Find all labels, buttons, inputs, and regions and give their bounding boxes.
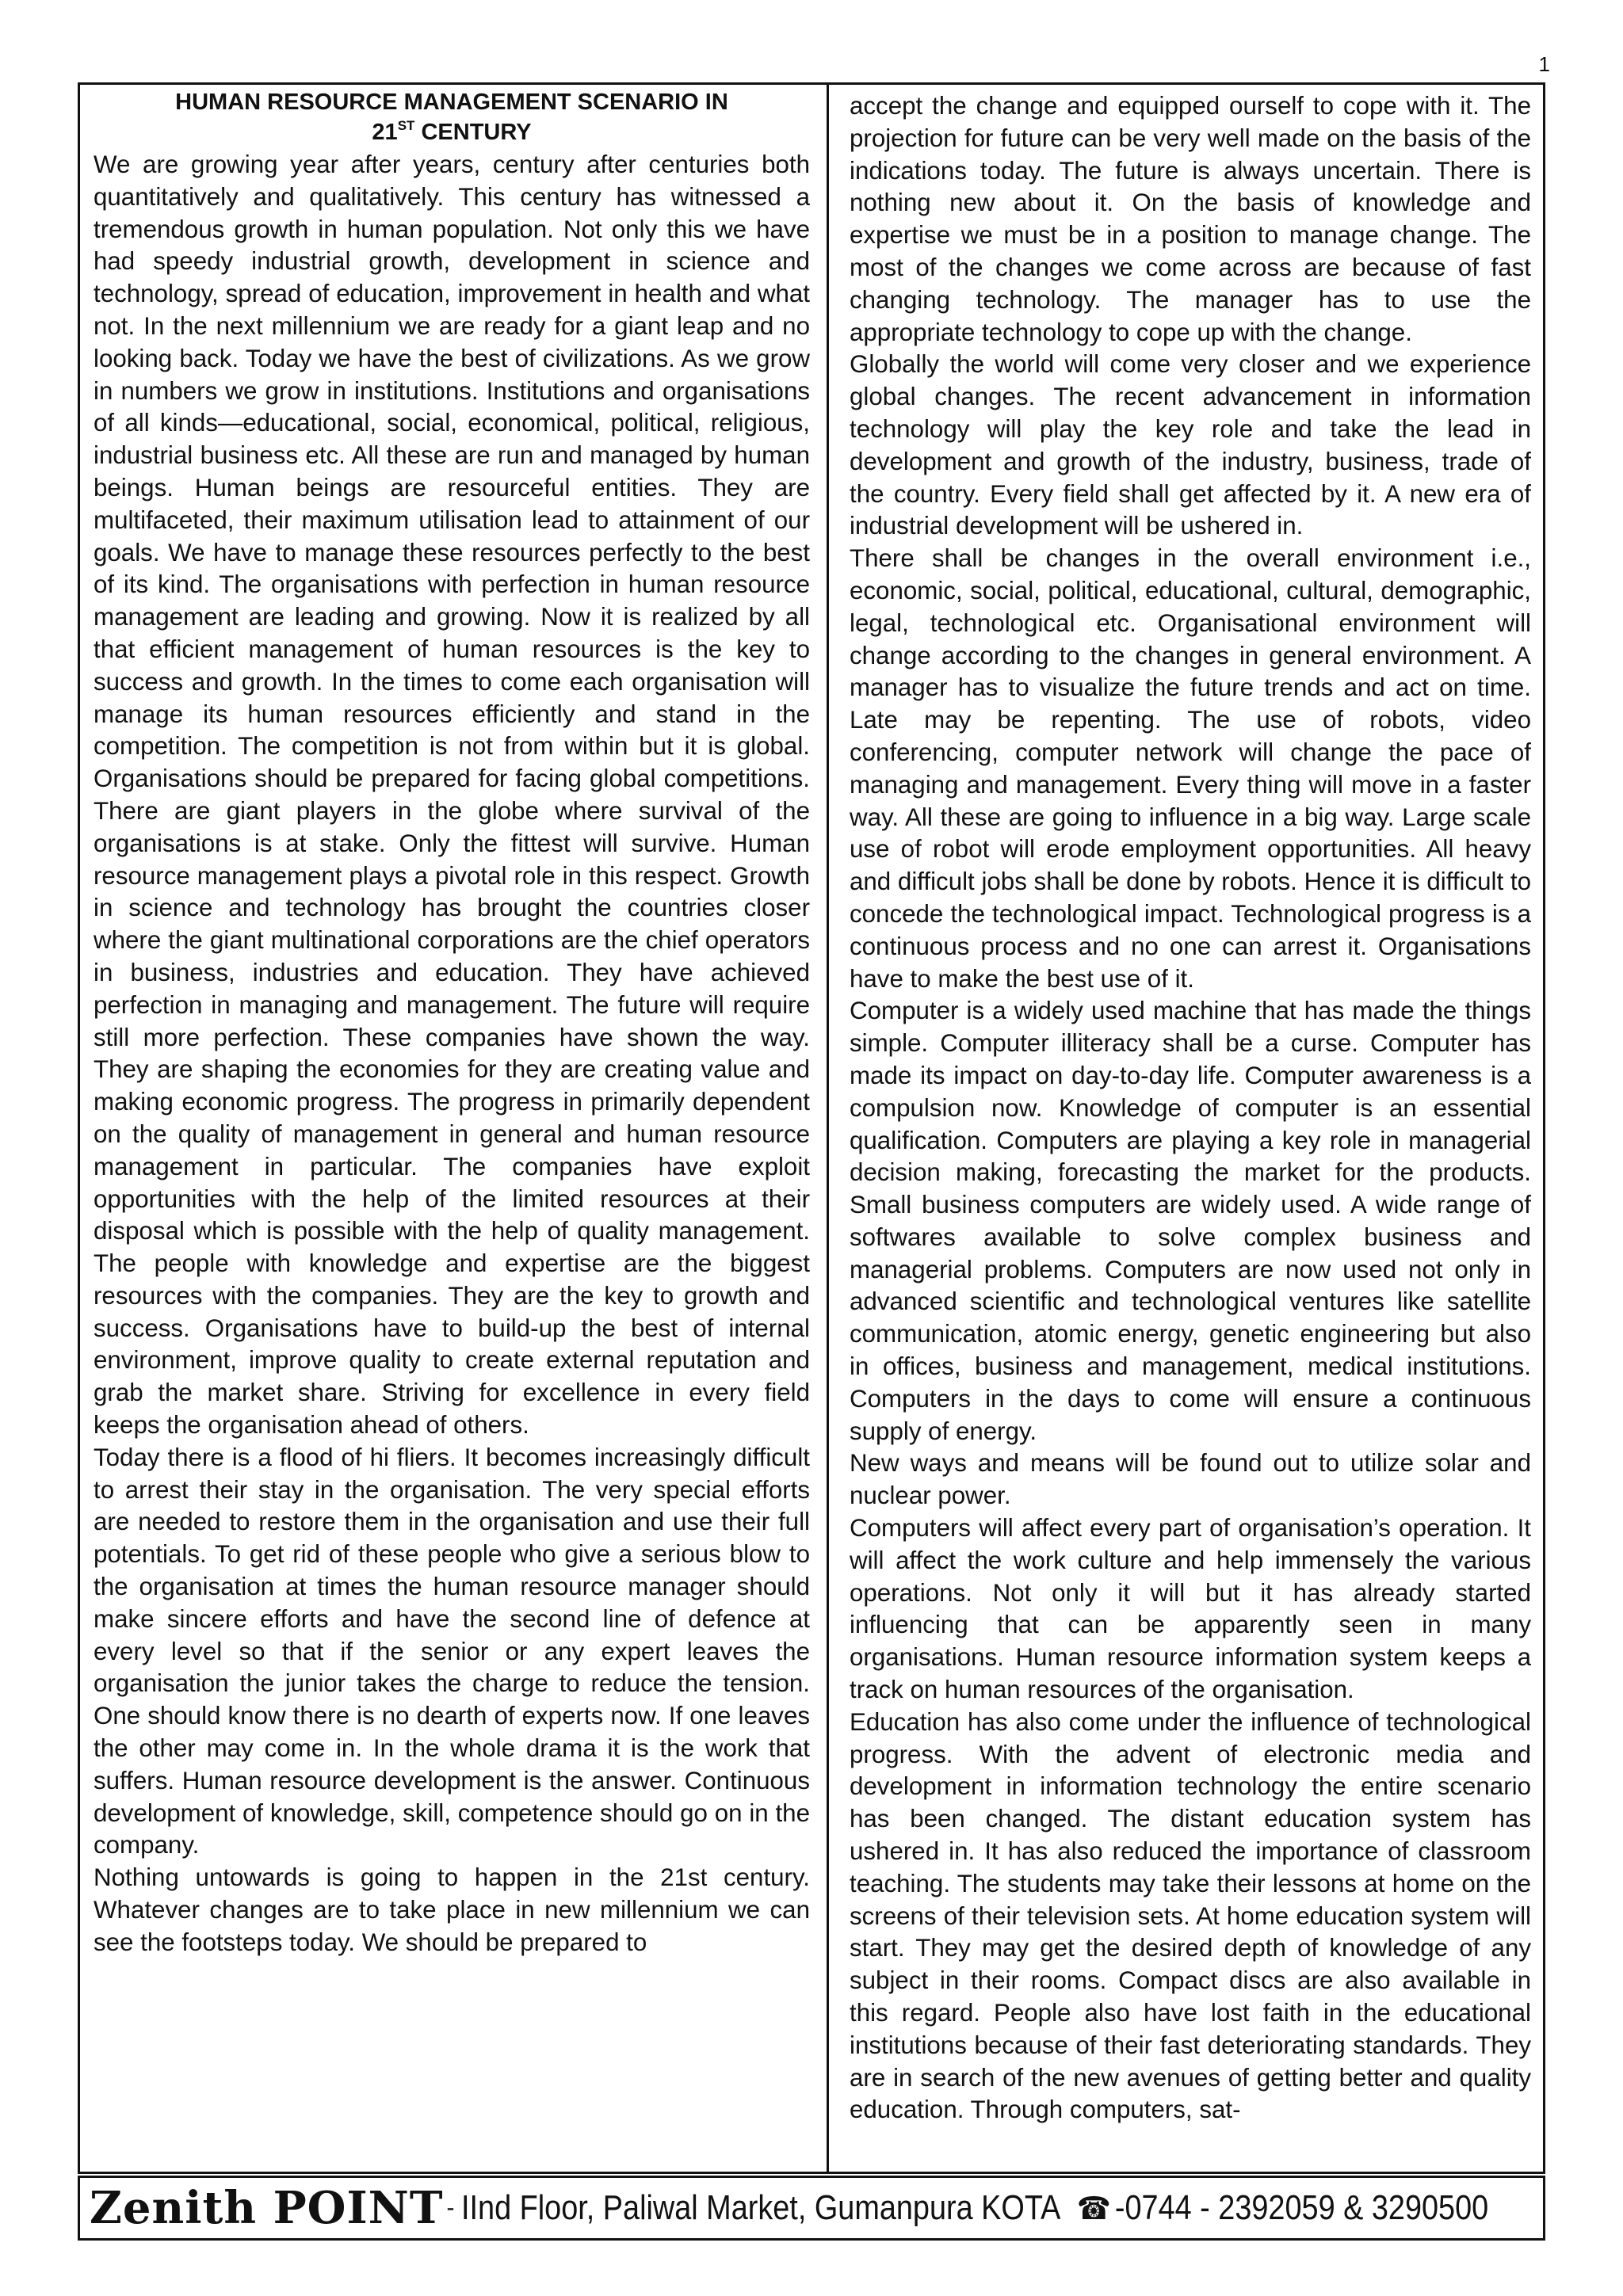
title-century-suffix: ST	[397, 118, 415, 133]
column-divider	[827, 82, 829, 2174]
page-number: 1	[1538, 52, 1550, 76]
right-column	[850, 90, 1531, 2126]
right-paragraph-6: Computers will affect every part of organisation’s operation. It will affect the work culture and help immensely the various operations. Not only it will but it has already started influencing that can be apparently seen in many organisations. Human resource information system keeps a track on human resources of the organisation.	[850, 1514, 1531, 1704]
footer-address-line	[461, 2188, 1488, 2228]
right-paragraph-3: There shall be changes in the overall environment i.e., economic, social, political, educational, cultural, demographic, legal, technological etc. Organisational environment will change according to the changes in general environment. A manager has to visualize the future trends and act on time. Late may be repenting. The use of robots, video conferencing, computer network will change the pace of managing and management. Every thing will move in a faster way. All these are going to influence in a big way. Large scale use of robot will erode employment opportunities. All heavy and difficult jobs shall be done by robots. Hence it is difficult to concede the technological impact. Technological progress is a continuous process and no one can arrest it. Organisations have to make the best use of it.	[850, 544, 1532, 993]
footer-separator: -	[446, 2195, 455, 2221]
left-paragraph-3: Nothing untowards is going to happen in the 21st century. Whatever changes are to take place in new millennium we can see the footsteps today. We should be prepared to	[94, 1863, 810, 1956]
right-paragraph-1: accept the change and equipped ourself to cope with it. The projection for future can be very well made on the basis of the indications today. The future is always uncertain. There is nothing new about it. On the basis of knowledge and expertise we must be in a position to manage change. The most of the changes we come across are because of fast changing technology. The manager has to use the appropriate technology to cope up with the change.	[850, 92, 1531, 346]
right-paragraph-4: Computer is a widely used machine that has made the things simple. Computer illiteracy shall be a curse. Computer has made its impact on day-to-day life. Computer awareness is a compulsion now. Knowledge of computer is an essential qualification. Computers are playing a key role in managerial decision making, forecasting the market for the products. Small business computers are widely used. A wide range of softwares available to solve complex business and managerial problems. Computers are now used not only in advanced scientific and technological ventures like satellite communication, atomic energy, genetic engineering but also in offices, business and management, medical institutions. Computers in the days to come will ensure a continuous supply of energy.	[850, 997, 1531, 1445]
left-paragraph-2: Today there is a flood of hi fliers. It becomes increasingly difficult to arrest their stay in the organisation. The very special efforts are needed to restore them in the organisation and use their full potentials. To get rid of these people who give a serious blow to the organisation at times the human resource manager should make sincere efforts and have the second line of defence at every level so that if the senior or any expert leaves the organisation the junior takes the charge to reduce the tension. One should know there is no dearth of experts now. If one leaves the other may come in. In the whole drama it is the work that suffers. Human resource development is the answer. Continuous development of knowledge, skill, competence should go on in the company.	[94, 1443, 810, 1859]
article-title	[94, 87, 810, 147]
footer-phone: -0744 - 2392059 & 3290500	[1114, 2188, 1488, 2227]
footer-address: IInd Floor, Paliwal Market, Gumanpura KOTA	[460, 2188, 1059, 2227]
title-century-number: 21	[372, 120, 398, 145]
brand-name: Zenith POINT	[90, 2182, 444, 2234]
telephone-icon: ☎	[1076, 2191, 1111, 2226]
right-paragraph-2: Globally the world will come very closer and we experience global changes. The recent advancement in information technology will play the key role and take the lead in development and growth of the industry, business, trade of the country. Every field shall get affected by it. A new era of industrial development will be ushered in.	[850, 350, 1531, 540]
right-paragraph-7: Education has also come under the influence of technological progress. With the advent of electronic media and development in information technology the entire scenario has been changed. The distant education system has ushered in. It has also reduced the importance of classroom teaching. The students may take their lessons at home on the screens of their television sets. At home education system will start. They may get the desired depth of knowledge of any subject in their rooms. Compact discs are also available in this regard. People also have lost faith in the educational institutions because of their fast deteriorating standards. They are in search of the new avenues of getting better and quality education. Through computers, sat-	[850, 1707, 1531, 2124]
title-century-word: CENTURY	[414, 120, 532, 145]
left-paragraph-1: We are growing year after years, century after centuries both quantitatively and qualitatively. This century has witnessed a tremendous growth in human population. Not only this we have had speedy industrial growth, development in science and technology, spread of education, improvement in health and what not. In the next millennium we are ready for a giant leap and no looking back. Today we have the best of civilizations. As we grow in numbers we grow in institutions. Institutions and organisations of all kinds—educational, social, economical, political, religious, industrial business etc. All these are run and managed by human beings. Human beings are resourceful entities. They are multifaceted, their maximum utilisation lead to attainment of our goals. We have to manage these resources perfectly to the best of its kind. The organisations with perfection in human resource management are leading and growing. Now it is realized by all that efficient management of human resources is the key to success and growth. In the times to come each organisation will manage its human resources efficiently and stand in the competition. The competition is not from within but it is global. Organisations should be prepared for facing global competitions. There are giant players in the globe where survival of the organisations is at stake. Only the fittest will survive. Human resource management plays a pivotal role in this respect. Growth in science and technology has brought the countries closer where the giant multinational corporations are the chief operators in business, industries and education. They have achieved perfection in managing and management. The future will require still more perfection. These companies have shown the way. They are shaping the economies for they are creating value and making economic progress. The progress in primarily dependent on the quality of management in general and human resource management in particular. The companies have exploit opportunities with the help of the limited resources at their disposal which is possible with the help of quality management. The people with knowledge and expertise are the biggest resources with the companies. They are the key to growth and success. Organisations have to build-up the best of internal environment, improve quality to create external reputation and grab the market share. Striving for excellence in every field keeps the organisation ahead of others.	[94, 151, 810, 1440]
title-line-2	[94, 117, 810, 147]
footer-bar	[78, 2176, 1545, 2241]
right-paragraph-5: New ways and means will be found out to utilize solar and nuclear power.	[850, 1449, 1531, 1510]
left-column	[94, 84, 810, 1959]
title-line-1: HUMAN RESOURCE MANAGEMENT SCENARIO IN	[175, 90, 728, 115]
